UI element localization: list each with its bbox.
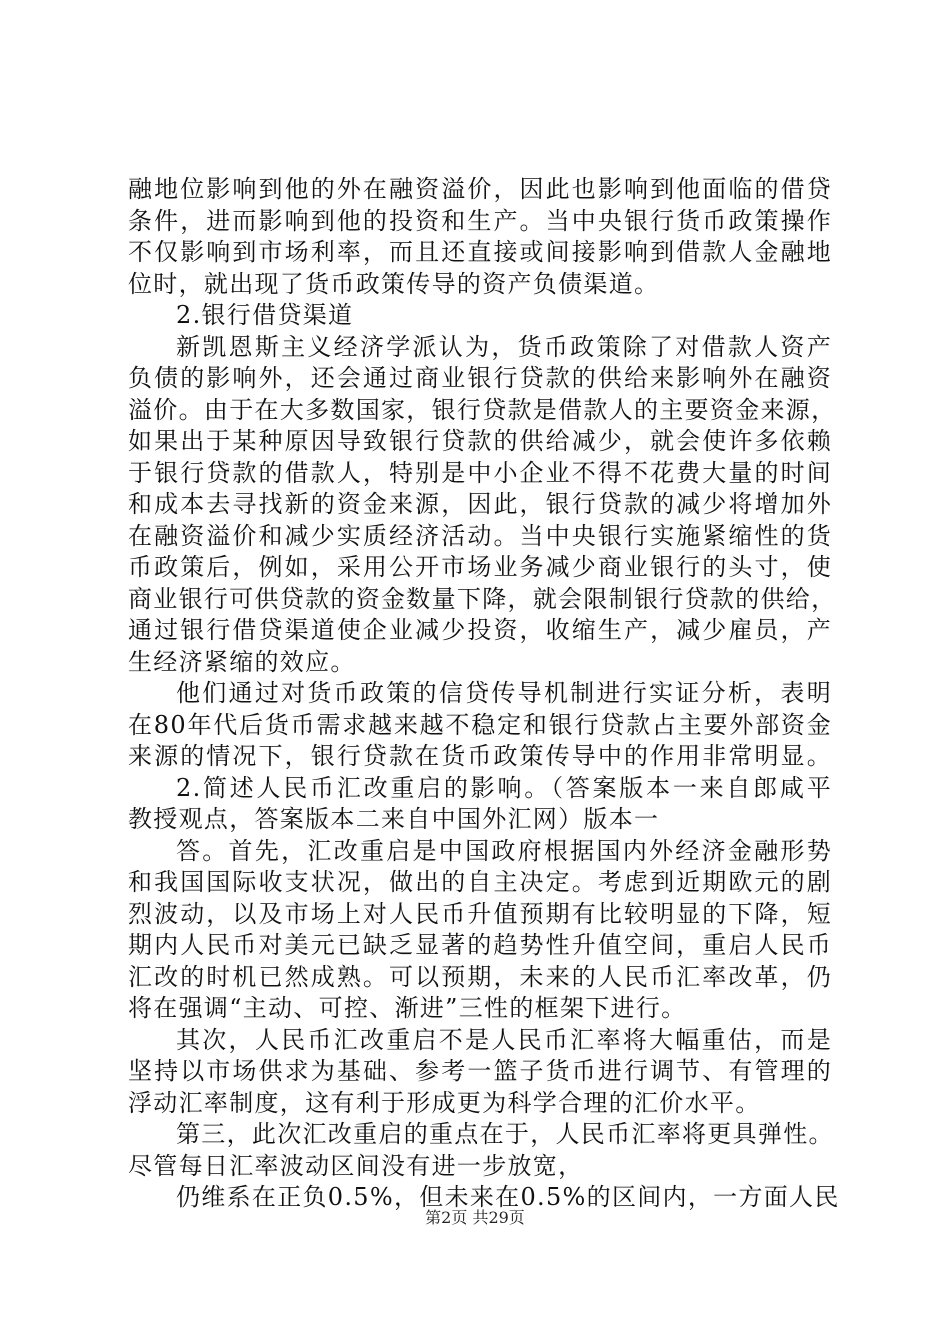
text-line: 他们通过对货币政策的信贷传导机制进行实证分析，表明 bbox=[176, 679, 832, 707]
text-line: 通过银行借贷渠道使企业减少投资，收缩生产，减少雇员，产 bbox=[128, 616, 832, 644]
text-line: 如果出于某种原因导致银行贷款的供给减少，就会使许多依赖 bbox=[128, 427, 832, 455]
text-line: 生经济紧缩的效应。 bbox=[128, 647, 356, 676]
text-line: 新凯恩斯主义经济学派认为，货币政策除了对借款人资产 bbox=[176, 332, 832, 361]
text-line: 在80年代后货币需求越来越不稳定和银行贷款占主要外部资金 bbox=[128, 710, 832, 739]
text-line: 仍维系在正负0.5%，但未来在0.5%的区间内，一方面人民 bbox=[176, 1183, 840, 1211]
text-line: 位时，就出现了货币政策传导的资产负债渠道。 bbox=[128, 269, 660, 298]
text-line: 其次，人民币汇改重启不是人民币汇率将大幅重估，而是 bbox=[176, 1025, 832, 1054]
text-line: 和我国国际收支状况，做出的自主决定。考虑到近期欧元的剧 bbox=[128, 868, 832, 896]
text-line: 尽管每日汇率波动区间没有进一步放宽， bbox=[128, 1151, 584, 1180]
text-line: 融地位影响到他的外在融资溢价，因此也影响到他面临的借贷 bbox=[128, 175, 832, 203]
document-body bbox=[128, 174, 840, 1214]
text-line: 期内人民币对美元已缺乏显著的趋势性升值空间，重启人民币 bbox=[128, 931, 832, 959]
text-line: 负债的影响外，还会通过商业银行贷款的供给来影响外在融资 bbox=[128, 364, 832, 392]
text-line: 币政策后，例如，采用公开市场业务减少商业银行的头寸，使 bbox=[128, 553, 832, 581]
text-line: 浮动汇率制度，这有利于形成更为科学合理的汇价水平。 bbox=[128, 1088, 761, 1117]
text-line: 在融资溢价和减少实质经济活动。当中央银行实施紧缩性的货 bbox=[128, 521, 832, 550]
text-line: 不仅影响到市场利率，而且还直接或间接影响到借款人金融地 bbox=[128, 238, 832, 266]
text-line: 坚持以市场供求为基础、参考一篮子货币进行调节、有管理的 bbox=[128, 1057, 832, 1085]
text-line: 第三，此次汇改重启的重点在于，人民币汇率将更具弹性。 bbox=[176, 1120, 834, 1148]
text-line: 2.银行借贷渠道 bbox=[176, 301, 354, 329]
text-line: 汇改的时机已然成熟。可以预期，未来的人民币汇率改革，仍 bbox=[128, 962, 832, 991]
text-line: 烈波动，以及市场上对人民币升值预期有比较明显的下降，短 bbox=[128, 899, 832, 928]
text-line: 条件，进而影响到他的投资和生产。当中央银行货币政策操作 bbox=[128, 206, 832, 235]
text-line: 溢价。由于在大多数国家，银行贷款是借款人的主要资金来源， bbox=[128, 395, 837, 424]
text-line: 答。首先，汇改重启是中国政府根据国内外经济金融形势 bbox=[176, 836, 832, 865]
text-line: 2.简述人民币汇改重启的影响。（答案版本一来自郎咸平 bbox=[176, 773, 832, 802]
text-line: 和成本去寻找新的资金来源，因此，银行贷款的减少将增加外 bbox=[128, 490, 832, 518]
text-line: 来源的情况下，银行贷款在货币政策传导中的作用非常明显。 bbox=[128, 742, 832, 770]
text-line: 于银行贷款的借款人，特别是中小企业不得不花费大量的时间 bbox=[128, 458, 832, 487]
page-footer: 第2页 共29页 bbox=[425, 1208, 525, 1227]
text-line: 商业银行可供贷款的资金数量下降，就会限制银行贷款的供给， bbox=[128, 584, 837, 613]
text-line: 教授观点，答案版本二来自中国外汇网）版本一 bbox=[128, 805, 660, 833]
text-line: 将在强调“主动、可控、渐进”三性的框架下进行。 bbox=[128, 994, 687, 1022]
